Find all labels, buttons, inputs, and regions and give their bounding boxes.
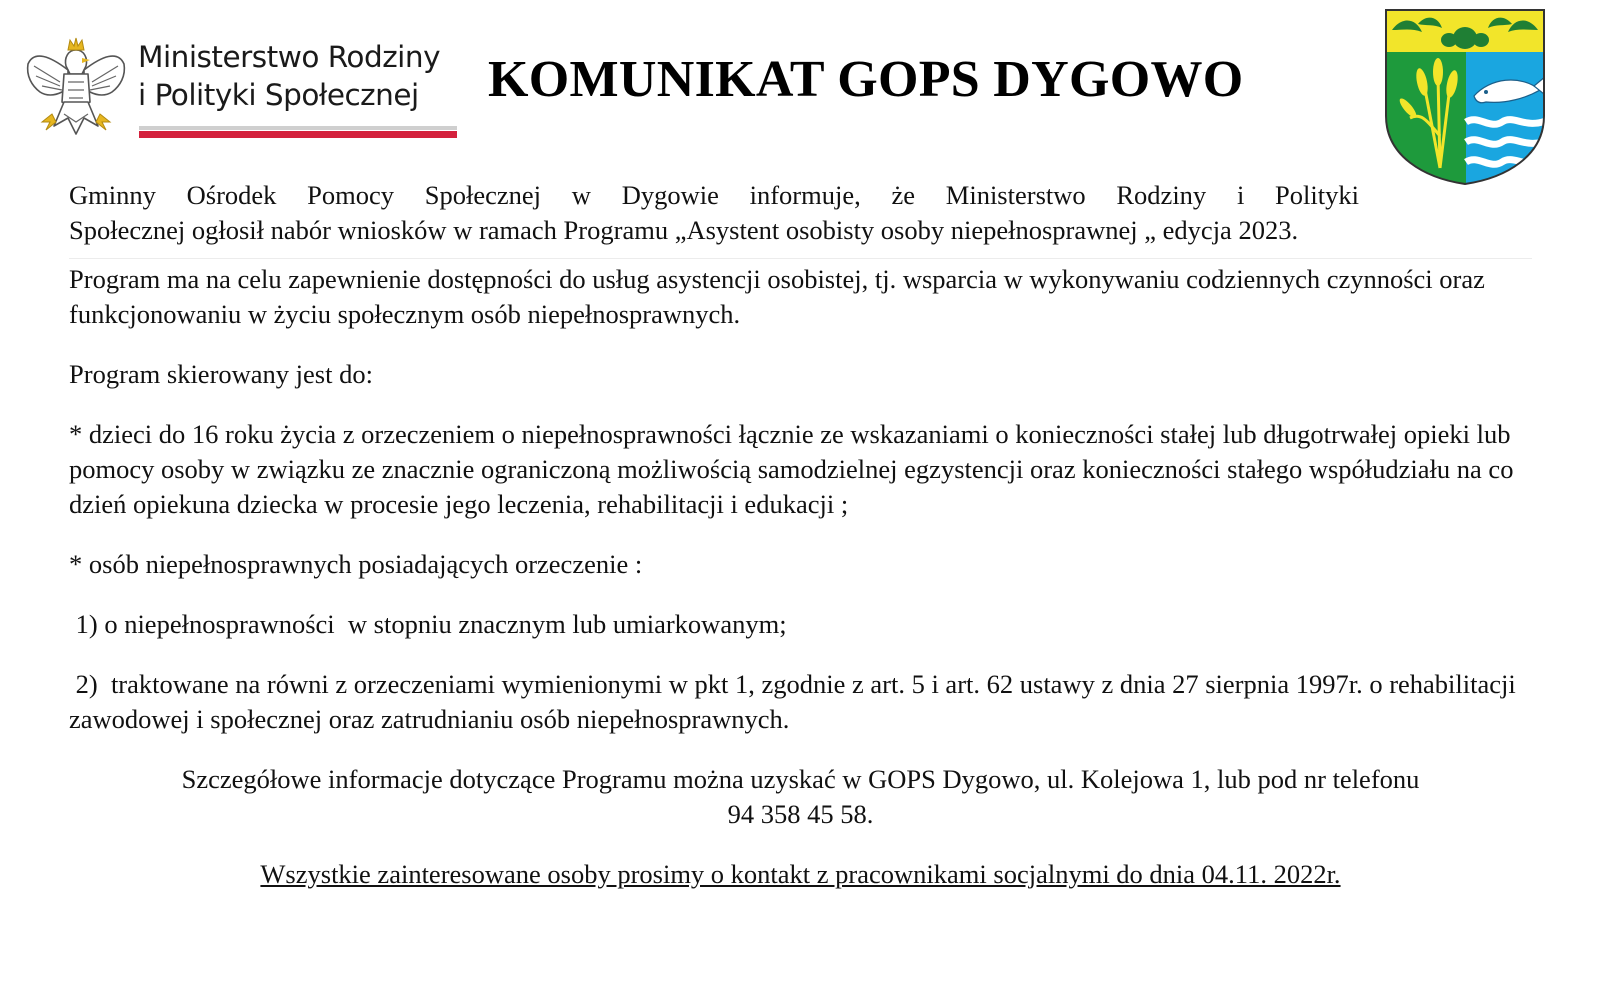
divider	[69, 258, 1532, 259]
ministry-bar-white	[139, 126, 457, 130]
ministry-bar-red	[139, 131, 457, 138]
ministry-color-bar	[139, 126, 457, 138]
deadline-notice: Wszystkie zainteresowane osoby prosimy o kontakt z pracownikami socjalnymi do dnia 04.11. 2022r.	[260, 859, 1341, 889]
dygowo-coat-of-arms-icon	[1382, 6, 1548, 188]
contact-phone: 94 358 45 58.	[727, 799, 874, 829]
announcement-body	[69, 178, 1532, 892]
list-item-1: 1) o niepełnosprawności w stopniu znacznym lub umiarkowanym;	[69, 609, 787, 639]
target-children-paragraph: * dzieci do 16 roku życia z orzeczeniem o niepełnosprawności łącznie ze wskazaniami o konieczności stałej lub długotrwałej opieki lub pomocy osoby w związku ze znacznie ograniczoną możliwością samodzielnej egzystencji oraz konieczności stałego współudziału na co dzień opiekuna dziecka w procesie jego leczenia, rehabilitacji i edukacji ;	[69, 419, 1514, 519]
target-adults-paragraph: * osób niepełnosprawnych posiadających orzeczenie :	[69, 549, 643, 579]
ministry-name-line-1: Ministerstwo Rodziny	[138, 40, 441, 74]
list-item-2: 2) traktowane na równi z orzeczeniami wymienionymi w pkt 1, zgodnie z art. 5 i art. 62 ustawy z dnia 27 sierpnia 1997r. o rehabilitacji zawodowej i społecznej oraz zatrudnianiu osób niepełnosprawnych.	[69, 669, 1523, 734]
intro-line-1: Gminny Ośrodek Pomocy Społecznej w Dygowie informuje, że Ministerstwo Rodziny i Polityki	[69, 180, 1359, 210]
ministry-name	[138, 38, 468, 114]
white-eagle-emblem-icon	[24, 30, 128, 138]
contact-info-line-1: Szczegółowe informacje dotyczące Programu można uzyskać w GOPS Dygowo, ul. Kolejowa 1, lub pod nr telefonu	[181, 764, 1420, 794]
target-heading: Program skierowany jest do:	[69, 359, 373, 389]
program-goal-paragraph: Program ma na celu zapewnienie dostępności do usług asystencji osobistej, tj. wsparcia w wykonywaniu codziennych czynności oraz funkcjonowaniu w życiu społecznym osób niepełnosprawnych.	[69, 264, 1485, 329]
ministry-logo	[24, 30, 464, 142]
intro-line-2: Społecznej ogłosił nabór wniosków w ramach Programu „Asystent osobisty osoby niepełnosprawnej „ edycja 2023.	[69, 215, 1299, 245]
ministry-name-line-2: i Polityki Społecznej	[138, 78, 419, 112]
page-title: KOMUNIKAT GOPS DYGOWO	[488, 51, 1244, 108]
